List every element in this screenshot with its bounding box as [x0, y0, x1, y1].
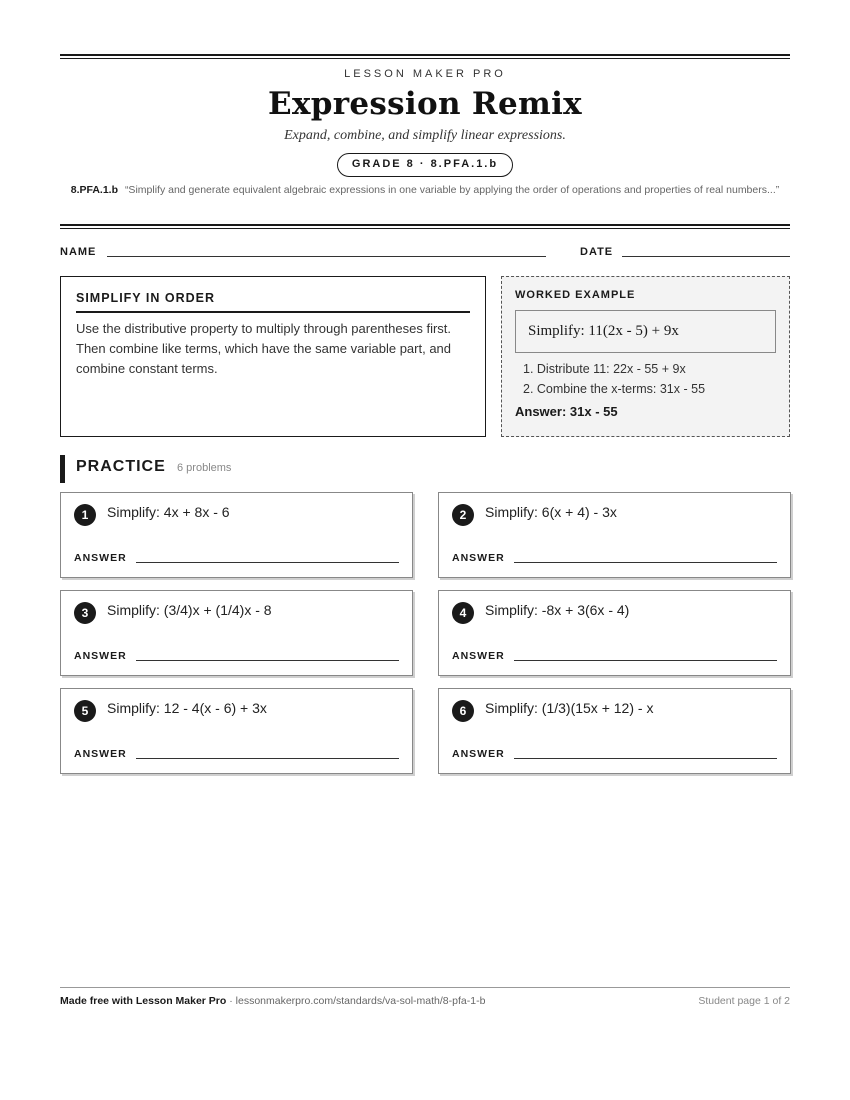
- problem-number: 3: [74, 602, 96, 624]
- practice-problem-1: [60, 492, 413, 578]
- header-bottom-rule: [60, 224, 790, 229]
- practice-problem-5: [60, 688, 413, 774]
- practice-count: 6 problems: [177, 462, 232, 474]
- problem-number: 6: [452, 700, 474, 722]
- footer-rule: [60, 987, 790, 988]
- problem-number: 5: [74, 700, 96, 722]
- worksheet-page: [60, 0, 790, 1100]
- worked-example-box: [501, 276, 790, 437]
- simplify-box-body: Use the distributive property to multiply through parentheses first. Then combine like terms, which have the same variable part, and combine constant terms.: [76, 321, 452, 376]
- problem-text: Simplify: 6(x + 4) - 3x: [485, 504, 617, 520]
- problem-text: Simplify: 12 - 4(x - 6) + 3x: [107, 700, 267, 716]
- brand-name: LESSON MAKER PRO: [344, 68, 506, 80]
- footer-page-number: Student page 1 of 2: [698, 995, 790, 1007]
- name-date-row: [60, 244, 790, 260]
- practice-problem-3: [60, 590, 413, 676]
- problem-text: Simplify: -8x + 3(6x - 4): [485, 602, 630, 618]
- standard-text: “Simplify and generate equivalent algebraic expressions in one variable by applying the order of operations and properties of real numbers...”: [124, 184, 780, 196]
- worked-example-problem: Simplify: 11(2x - 5) + 9x: [515, 310, 776, 353]
- name-label: NAME: [60, 246, 97, 258]
- answer-field[interactable]: [514, 562, 777, 563]
- problem-number: 1: [74, 504, 96, 526]
- answer-label: ANSWER: [452, 650, 505, 662]
- practice-problem-4: [438, 590, 791, 676]
- problem-text: Simplify: (1/3)(15x + 12) - x: [485, 700, 654, 716]
- answer-label: ANSWER: [452, 748, 505, 760]
- answer-field[interactable]: [136, 562, 399, 563]
- answer-label: ANSWER: [74, 748, 127, 760]
- practice-problem-6: [438, 688, 791, 774]
- standard-code: 8.PFA.1.b: [70, 184, 119, 196]
- answer-field[interactable]: [136, 758, 399, 759]
- answer-field[interactable]: [136, 660, 399, 661]
- footer-credit: [60, 995, 485, 1007]
- footer-made-with: Made free with Lesson Maker Pro: [60, 995, 227, 1007]
- answer-label: ANSWER: [74, 552, 127, 564]
- worked-example-step: 1. Distribute 11: 22x - 55 + 9x: [523, 362, 686, 376]
- practice-problem-2: [438, 492, 791, 578]
- grade-badge: GRADE 8 · 8.PFA.1.b: [337, 153, 513, 177]
- problem-text: Simplify: 4x + 8x - 6: [107, 504, 230, 520]
- answer-label: ANSWER: [74, 650, 127, 662]
- answer-field[interactable]: [514, 758, 777, 759]
- worked-example-steps: [515, 359, 776, 399]
- worksheet-subtitle: Expand, combine, and simplify linear expressions.: [284, 128, 566, 143]
- header-top-rule: [60, 54, 790, 59]
- date-label: DATE: [580, 246, 614, 258]
- worksheet-title: Expression Remix: [268, 86, 582, 122]
- simplify-in-order-box: [60, 276, 486, 437]
- date-field[interactable]: [622, 256, 790, 257]
- worked-example-step: 2. Combine the x-terms: 31x - 55: [523, 382, 706, 396]
- problem-number: 4: [452, 602, 474, 624]
- grade-badge-wrapper: [60, 153, 790, 177]
- simplify-box-title: SIMPLIFY IN ORDER: [76, 291, 470, 313]
- worked-example-title: WORKED EXAMPLE: [515, 289, 636, 301]
- name-field[interactable]: [107, 256, 546, 257]
- answer-field[interactable]: [514, 660, 777, 661]
- practice-accent-bar: [60, 455, 65, 483]
- practice-header: [60, 455, 790, 483]
- footer-url[interactable]: · lessonmakerpro.com/standards/va-sol-math/8-pfa-1-b: [226, 995, 486, 1007]
- worked-example-answer: Answer: 31x - 55: [515, 404, 618, 419]
- standard-description: [60, 182, 790, 198]
- practice-title: PRACTICE: [76, 458, 166, 475]
- problem-text: Simplify: (3/4)x + (1/4)x - 8: [107, 602, 272, 618]
- answer-label: ANSWER: [452, 552, 505, 564]
- problem-number: 2: [452, 504, 474, 526]
